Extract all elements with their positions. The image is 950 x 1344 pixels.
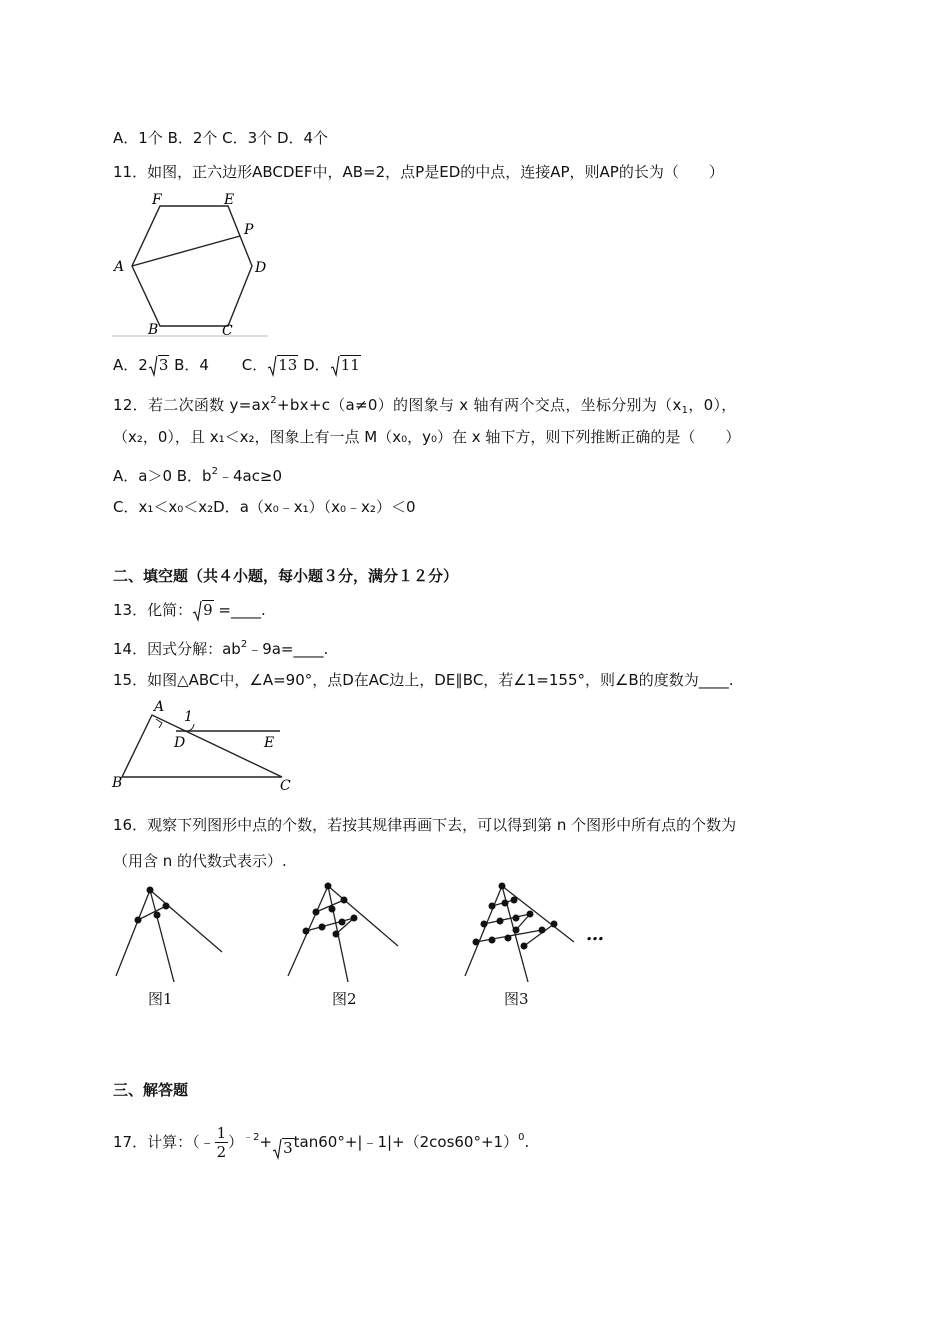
caption-fig1: 图1 (148, 990, 173, 1008)
q13-prefix: 13．化简： (113, 601, 193, 619)
dot (511, 897, 518, 904)
q12-options-cd: C．x₁＜x₀＜x₂D．a（x₀﹣x₁）（x₀﹣x₂）＜0 (113, 498, 416, 516)
sqrt-13 (267, 354, 298, 377)
q11-opt-c-rad: 13 (278, 356, 298, 375)
q11-opt-a-rad: 3 (158, 356, 169, 375)
fraction-one-half (215, 1124, 229, 1161)
caption-fig3: 图3 (504, 990, 529, 1008)
dot (527, 911, 534, 918)
label-p: P (244, 222, 254, 238)
dot (135, 917, 142, 924)
dot (147, 887, 154, 894)
label-e: E (264, 735, 275, 751)
dot (329, 906, 336, 913)
label-b: B (112, 775, 123, 791)
q15-stem: 15．如图△ABC中，∠A=90°，点D在AC边上，DE∥BC，若∠1=155°，则∠B的度数为____. (113, 671, 734, 689)
q12-line1-sup: 2 (270, 395, 277, 406)
angle-1-arc (184, 724, 194, 731)
q14-suffix: ﹣9a=____. (247, 640, 329, 658)
sqrt-9 (192, 599, 214, 622)
dot (539, 927, 546, 934)
dot (521, 943, 528, 950)
label-f: F (152, 192, 162, 208)
q17-prefix: 17．计算：（﹣ (113, 1133, 215, 1151)
q13-suffix: =____. (213, 601, 266, 619)
q11-options (113, 354, 361, 377)
sqrt-3 (148, 354, 170, 377)
q17-frac-den: 2 (216, 1143, 227, 1161)
dot (505, 935, 512, 942)
pattern-ellipsis: … (586, 924, 604, 945)
label-a: A (114, 259, 125, 275)
pattern-figure-1 (116, 887, 222, 983)
dot (499, 883, 506, 890)
q12-line1-a: 12．若二次函数 y=ax (113, 396, 271, 414)
q14-prefix: 14．因式分解：ab (113, 640, 241, 658)
dot (339, 919, 346, 926)
q12-opt-ab-b: ﹣4ac≥0 (217, 467, 283, 485)
q12-line1-c: ，0）， (688, 396, 737, 414)
q12-options-ab (113, 461, 282, 487)
triangle-abc (122, 715, 282, 777)
q16-line2: （用含 n 的代数式表示）. (113, 852, 287, 870)
pattern-figure-3 (465, 883, 574, 983)
q11-opt-a-prefix: A．2 (113, 356, 148, 374)
q12-line1-sub: 1 (681, 405, 689, 416)
caption-fig2: 图2 (332, 990, 357, 1008)
q10-options: A．1个 B．2个 C．3个 D．4个 (113, 129, 329, 147)
q11-opt-c-prefix: C． (241, 356, 268, 374)
q16-line1: 16．观察下列图形中点的个数，若按其规律再画下去，可以得到第 n 个图形中所有点的个数为 (113, 816, 737, 834)
q17: 17．计算：（﹣ $\frac{1}{2}$ ）$^{﹣2}+ 3\tan 60^\circ+|﹣1|+(2\cos 60^\circ+1)^0$. (113, 1118, 529, 1168)
q13-rad: 9 (203, 601, 213, 620)
q13 (113, 599, 266, 622)
dot (513, 927, 520, 934)
pattern-figure-2 (288, 883, 398, 983)
dot (341, 897, 348, 904)
dot (333, 931, 340, 938)
dot (325, 883, 332, 890)
sqrt-11 (330, 354, 361, 377)
dot (551, 921, 558, 928)
right-angle-mark (156, 719, 162, 728)
dot (497, 918, 504, 925)
q11-opt-d-prefix: D． (303, 356, 330, 374)
dot (319, 924, 326, 931)
label-e: E (224, 192, 235, 208)
q17-exp0: 0 (518, 1132, 525, 1143)
hexagon-figure (110, 188, 275, 340)
label-c: C (222, 323, 233, 339)
hexagon-shape (132, 206, 252, 326)
dot (313, 909, 320, 916)
q14-sup: 2 (240, 639, 248, 650)
dot (351, 915, 358, 922)
q12-line1 (113, 390, 737, 422)
q12-line2: （x₂，0），且 x₁＜x₂，图象上有一点 M（x₀，y₀）在 x 轴下方，则下列推断正确的是（ ） (113, 428, 741, 446)
q14 (113, 634, 328, 660)
q12-opt-ab-sup: 2 (211, 466, 218, 477)
label-a: A (154, 699, 165, 715)
label-d: D (255, 260, 267, 276)
dot (502, 900, 509, 907)
q11-stem: 11．如图，正六边形ABCDEF中，AB=2，点P是ED的中点，连接AP，则AP的长为（ ） (113, 163, 724, 181)
q17-end: . (524, 1133, 530, 1151)
q17-rad: 3 (283, 1139, 293, 1157)
label-b: B (148, 322, 159, 338)
dot-pattern-figures (110, 878, 610, 982)
q12-opt-ab-a: A．a＞0 B．b (113, 467, 212, 485)
label-c: C (280, 778, 291, 793)
dot (473, 939, 480, 946)
dot (489, 903, 496, 910)
dot (154, 912, 161, 919)
section2-title: 二、填空题（共４小题，每小题３分，满分１２分） (113, 567, 459, 585)
dot (163, 903, 170, 910)
dot (481, 921, 488, 928)
triangle-figure (110, 697, 295, 793)
label-d: D (174, 735, 186, 751)
section3-title: 三、解答题 (113, 1081, 189, 1099)
q17-exp: ﹣2 (243, 1132, 260, 1143)
q12-line1-b: +bx+c（a≠0）的图象与 x 轴有两个交点，坐标分别为（x (276, 396, 682, 414)
q11-opt-d-rad: 11 (340, 356, 360, 375)
dot (489, 937, 496, 944)
q17-rest: tan60°+|﹣1|+（2cos60°+1） (293, 1133, 519, 1151)
sqrt-3 (272, 1128, 294, 1168)
segment-ap (132, 236, 240, 266)
dot (513, 915, 520, 922)
q17-frac-num: 1 (216, 1124, 227, 1142)
q17-plus: + (259, 1133, 273, 1151)
q11-opt-b: B．4 (174, 356, 209, 374)
label-1: 1 (184, 709, 193, 725)
dot (303, 928, 310, 935)
